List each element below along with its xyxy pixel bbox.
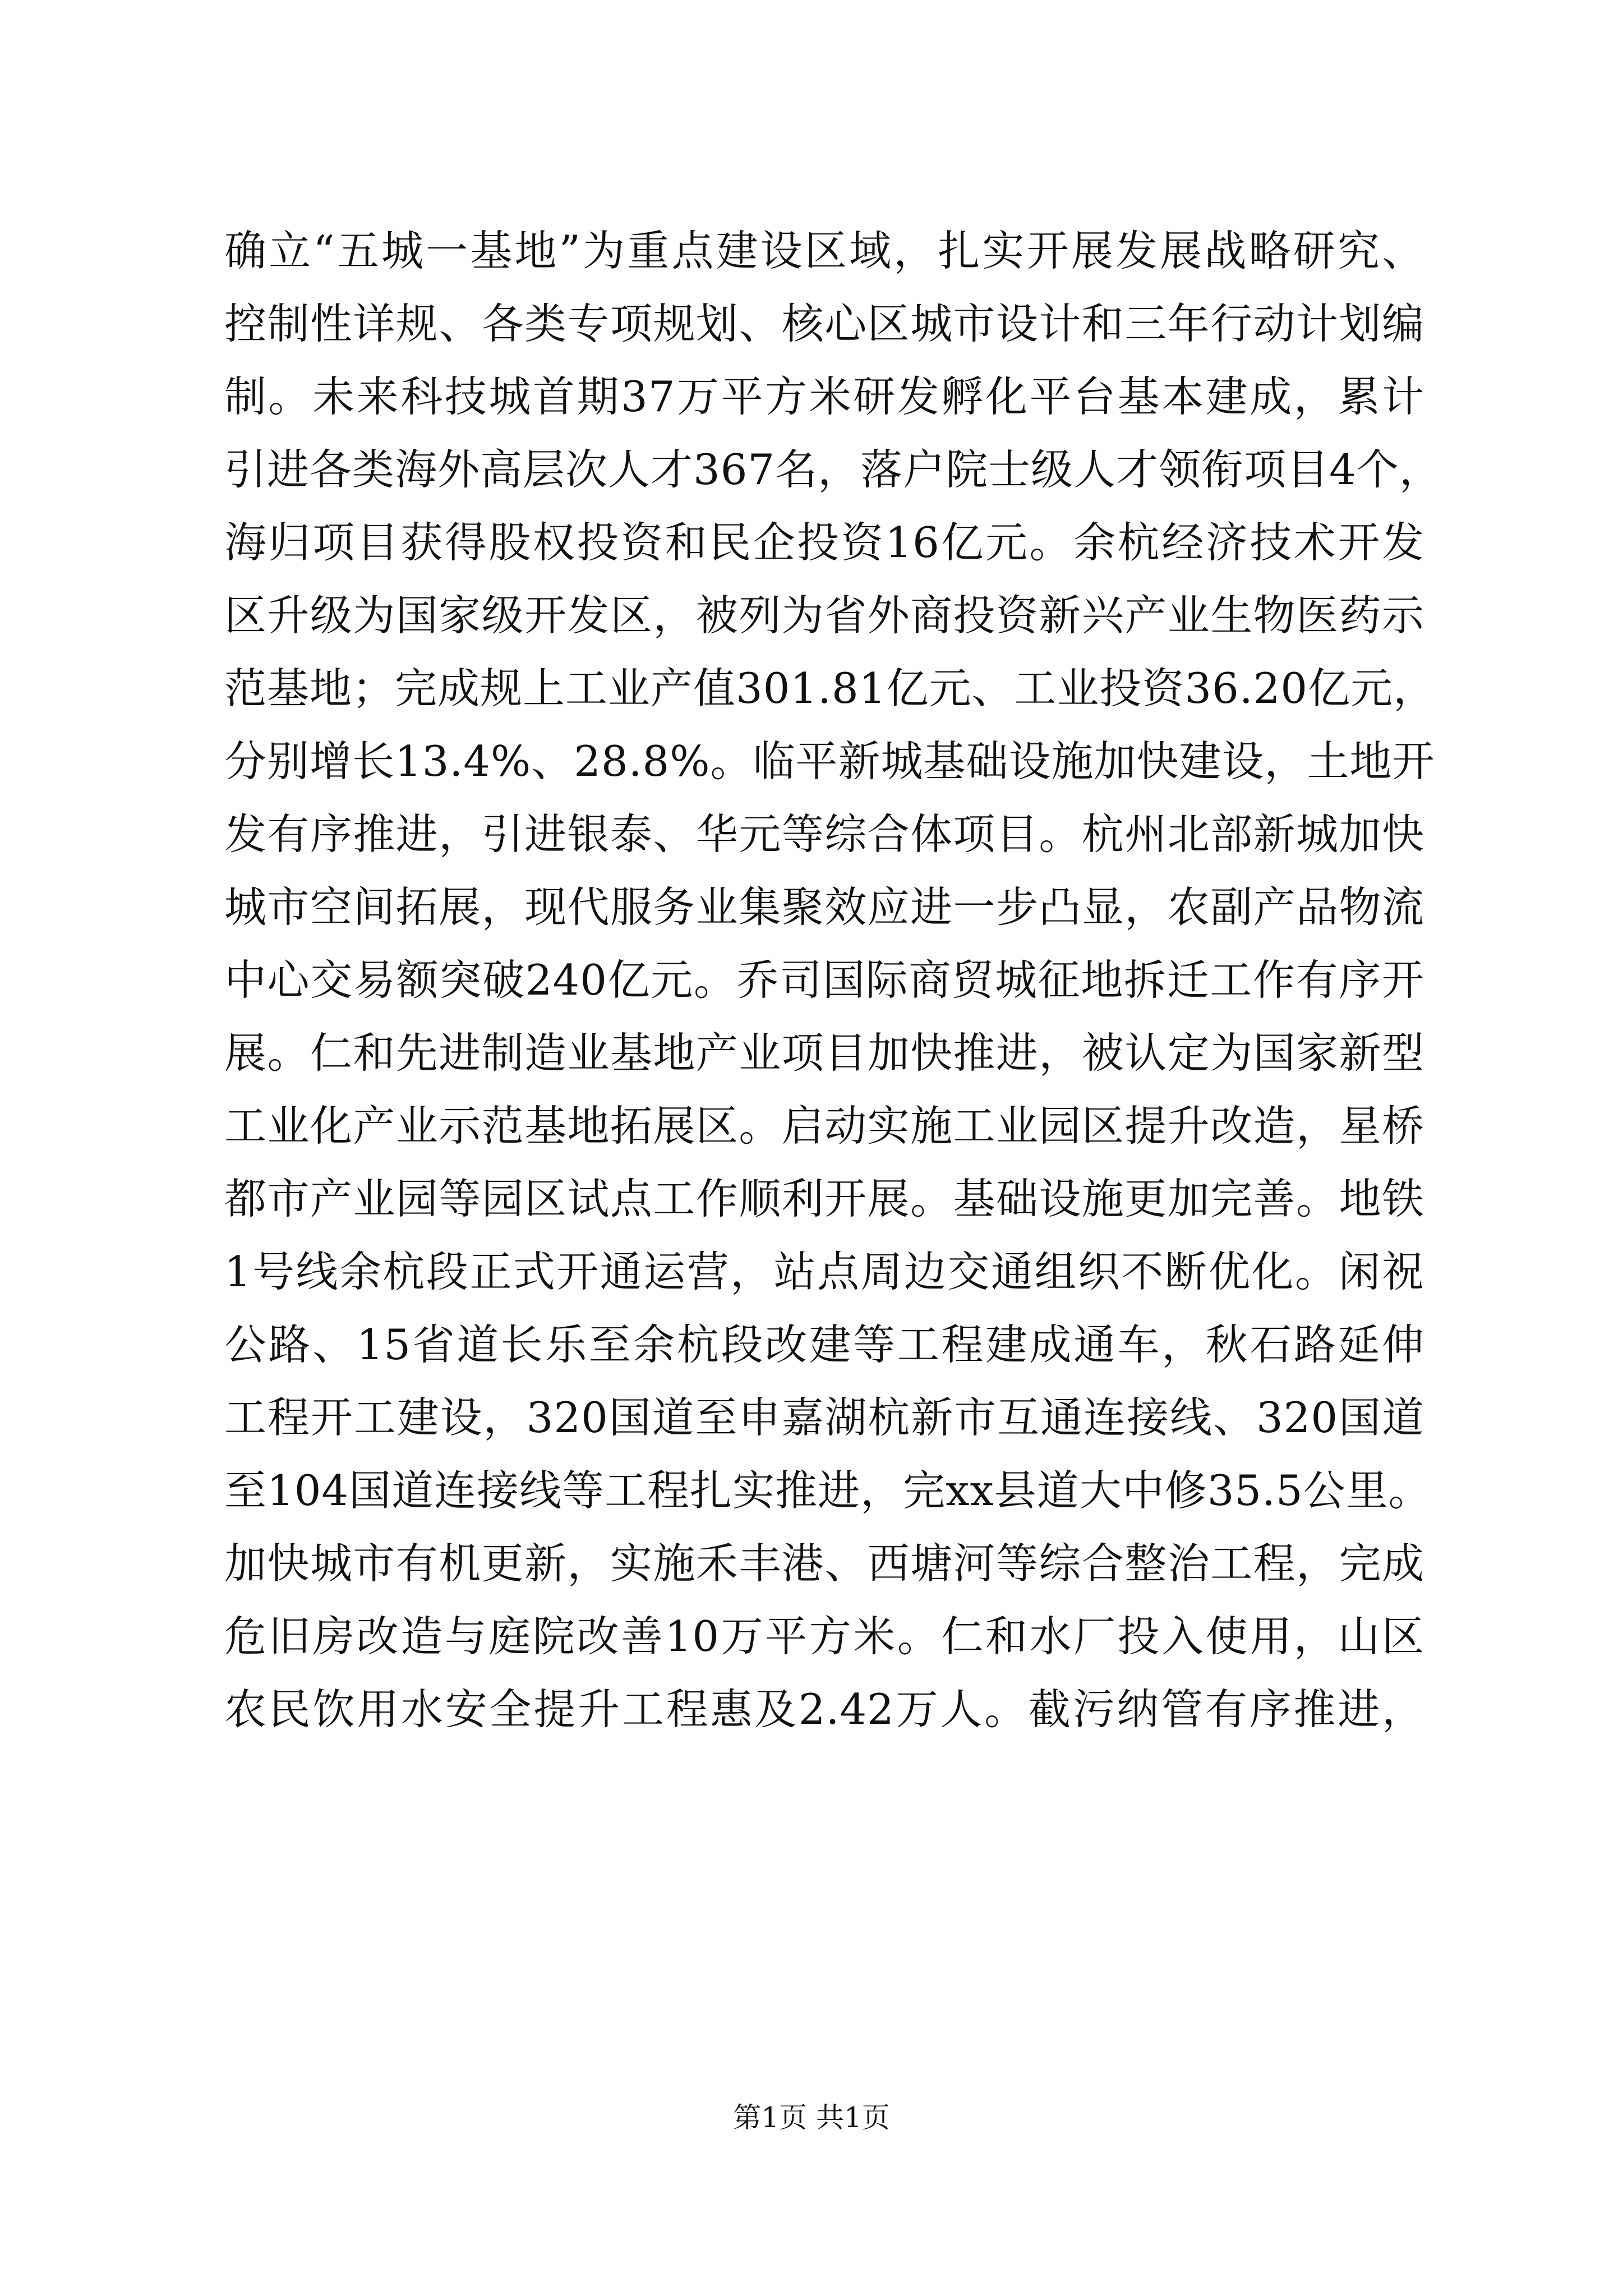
text-line: 范基地；完成规上工业产值301.81亿元、工业投资36.20亿元， (224, 664, 1436, 713)
text-line: 控制性详规、各类专项规划、核心区城市设计和三年行动计划编 (224, 299, 1424, 348)
text-line: 1号线余杭段正式开通运营，站点周边交通组织不断优化。闲祝 (224, 1247, 1424, 1296)
text-line: 工业化产业示范基地拓展区。启动实施工业园区提升改造，星桥 (224, 1101, 1424, 1151)
text-line: 城市空间拓展，现代服务业集聚效应进一步凸显，农副产品物流 (224, 882, 1424, 932)
text-line: 分别增长13.4%、28.8%。临平新城基础设施加快建设，土地开 (224, 737, 1435, 786)
text-line: 展。仁和先进制造业基地产业项目加快推进，被认定为国家新型 (224, 1028, 1424, 1078)
text-line: 引进各类海外高层次人才367名，落户院士级人才领衔项目4个， (224, 445, 1442, 494)
text-line: 农民饮用水安全提升工程惠及2.42万人。截污纳管有序推进， (224, 1685, 1424, 1734)
text-line: 至104国道连接线等工程扎实推进，完xx县道大中修35.5公里。 (224, 1466, 1431, 1515)
text-line: 工程开工建设，320国道至申嘉湖杭新市互通连接线、320国道 (224, 1393, 1424, 1442)
text-line: 海归项目获得股权投资和民企投资16亿元。余杭经济技术开发 (224, 518, 1424, 567)
text-line: 公路、15省道长乐至余杭段改建等工程建成通车，秋石路延伸 (224, 1320, 1424, 1369)
text-line: 危旧房改造与庭院改善10万平方米。仁和水厂投入使用，山区 (224, 1612, 1424, 1661)
text-line: 发有序推进，引进银泰、华元等综合体项目。杭州北部新城加快 (224, 809, 1424, 859)
body-text (224, 214, 1442, 1746)
text-line: 都市产业园等园区试点工作顺利开展。基础设施更加完善。地铁 (224, 1174, 1424, 1223)
page-footer: 第1页 共1页 (733, 2101, 890, 2134)
text-line: 确立“五城一基地”为重点建设区域，扎实开展发展战略研究、 (224, 226, 1424, 275)
text-line: 中心交易额突破240亿元。乔司国际商贸城征地拆迁工作有序开 (224, 955, 1424, 1005)
text-line: 区升级为国家级开发区，被列为省外商投资新兴产业生物医药示 (224, 591, 1424, 640)
text-line: 制。未来科技城首期37万平方米研发孵化平台基本建成，累计 (224, 372, 1424, 421)
text-line: 加快城市有机更新，实施禾丰港、西塘河等综合整治工程，完成 (224, 1539, 1424, 1588)
